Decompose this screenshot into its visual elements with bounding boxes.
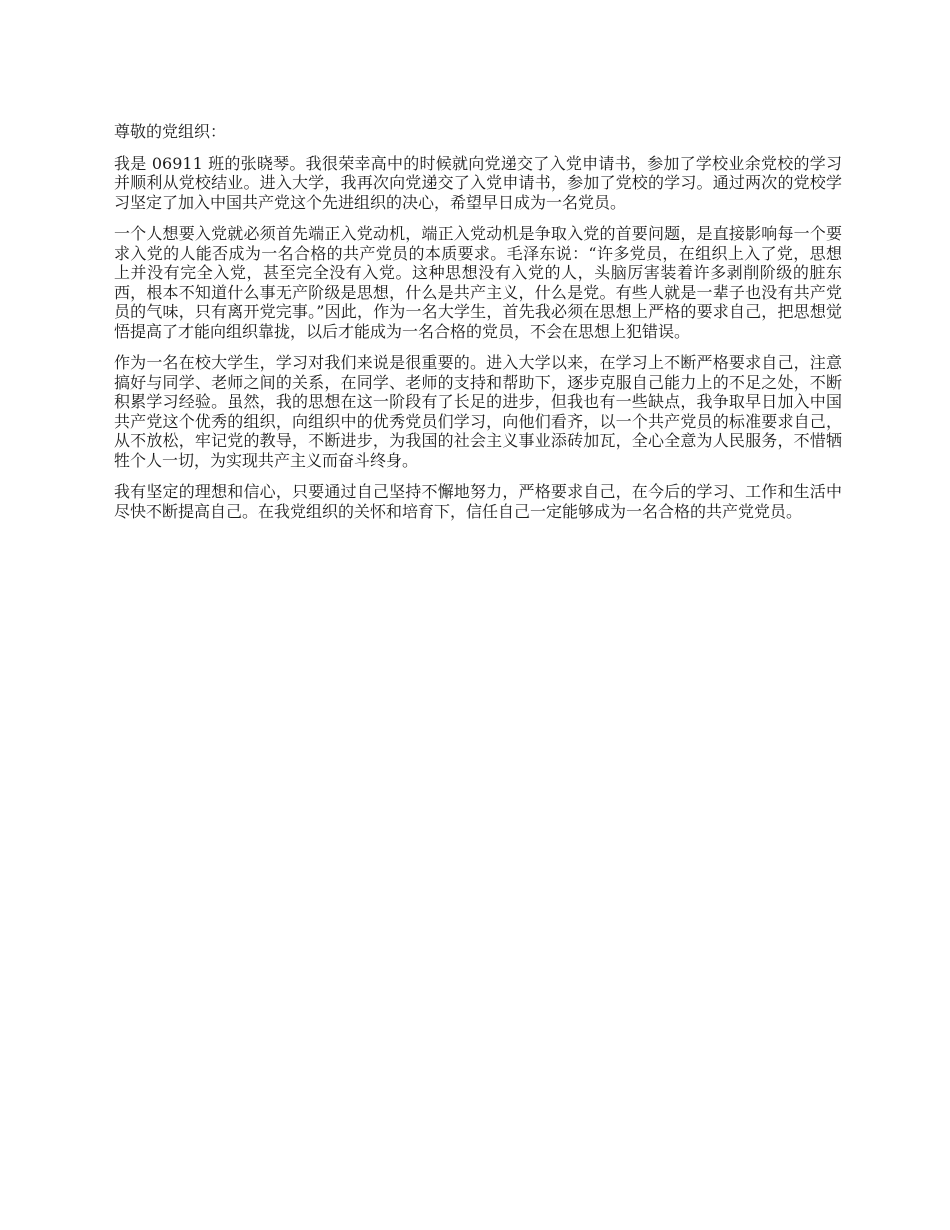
- paragraph-3: 作为一名在校大学生，学习对我们来说是很重要的。进入大学以来，在学习上不断严格要求自己，注意搞好与同学、老师之间的关系，在同学、老师的支持和帮助下，逐步克服自己能力上的不足之处，不断积累学习经验。虽然，我的思想在这一阶段有了长足的进步，但我也有一些缺点，我争取早日加入中国共产党这个优秀的组织，向组织中的优秀党员们学习，向他们看齐，以一个共产党员的标准要求自己，从不放松，牢记党的教导，不断进步，为我国的社会主义事业添砖加瓦，全心全意为人民服务，不惜牺牲个人一切，为实现共产主义而奋斗终身。: [114, 353, 842, 470]
- paragraph-4: 我有坚定的理想和信心，只要通过自己坚持不懈地努力，严格要求自己，在今后的学习、工作和生活中尽快不断提高自己。在我党组织的关怀和培育下，信任自己一定能够成为一名合格的共产党党员。: [114, 482, 842, 521]
- paragraph-2: 一个人想要入党就必须首先端正入党动机，端正入党动机是争取入党的首要问题，是直接影响每一个要求入党的人能否成为一名合格的共产党员的本质要求。毛泽东说：“许多党员，在组织上入了党，思想上并没有完全入党，甚至完全没有入党。这种思想没有入党的人，头脑厉害装着许多剥削阶级的脏东西，根本不知道什么事无产阶级是思想，什么是共产主义，什么是党。有些人就是一辈子也没有共产党员的气味，只有离开党完事。”因此，作为一名大学生，首先我必须在思想上严格的要求自己，把思想觉悟提高了才能向组织靠拢，以后才能成为一名合格的党员，不会在思想上犯错误。: [114, 224, 842, 341]
- letter-body: [114, 122, 842, 533]
- salutation: 尊敬的党组织：: [114, 122, 227, 141]
- paragraph-1: 我是 06911 班的张晓琴。我很荣幸高中的时候就向党递交了入党申请书，参加了学校业余党校的学习并顺利从党校结业。进入大学，我再次向党递交了入党申请书，参加了党校的学习。通过两次的党校学习坚定了加入中国共产党这个先进组织的决心，希望早日成为一名党员。: [114, 153, 842, 212]
